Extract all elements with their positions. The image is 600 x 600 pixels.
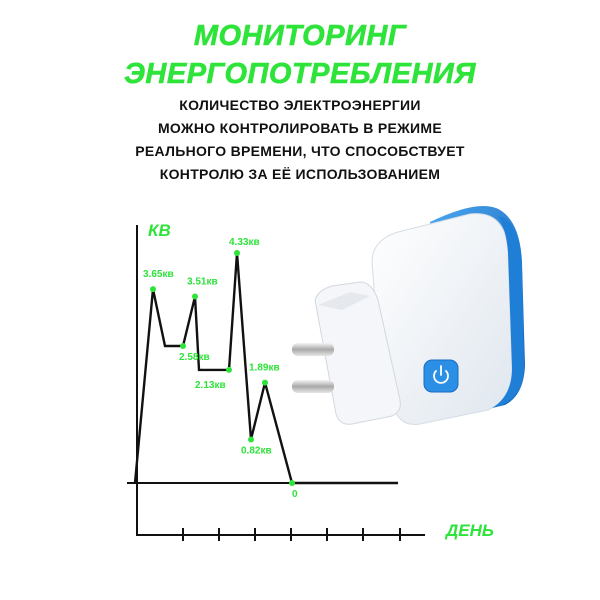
- heading-line-2: ЭНЕРГОПОТРЕБЛЕНИЯ: [124, 58, 476, 90]
- heading-line-1: МОНИТОРИНГ: [193, 20, 407, 52]
- y-axis-label: КВ: [148, 221, 171, 240]
- data-point: [234, 250, 240, 256]
- data-label: 3.51кв: [187, 276, 218, 288]
- data-point: [226, 367, 232, 373]
- data-label: 0.82кв: [241, 445, 272, 457]
- data-label: 3.65кв: [143, 269, 174, 281]
- description-line-4: КОНТРОЛЮ ЗА ЕЁ ИСПОЛЬЗОВАНИЕМ: [159, 166, 441, 182]
- data-point: [262, 380, 268, 386]
- data-point: [192, 294, 198, 300]
- plug-pin-top: [292, 343, 334, 356]
- data-point: [248, 436, 254, 442]
- data-point: [150, 286, 156, 292]
- smart-plug-image: [292, 206, 525, 425]
- data-point: [180, 343, 186, 349]
- power-button: [424, 360, 458, 392]
- data-label: 2.58кв: [179, 351, 210, 363]
- description-line-1: КОЛИЧЕСТВО ЭЛЕКТРОЭНЕРГИИ: [179, 97, 421, 113]
- data-label: 1.89кв: [249, 362, 280, 374]
- data-label: 2.13кв: [195, 379, 226, 391]
- description-line-3: РЕАЛЬНОГО ВРЕМЕНИ, ЧТО СПОСОБСТВУЕТ: [135, 143, 465, 159]
- data-point: [289, 480, 295, 486]
- description-line-2: МОЖНО КОНТРОЛИРОВАТЬ В РЕЖИМЕ: [157, 120, 443, 136]
- data-label: 4.33кв: [229, 237, 260, 248]
- data-label: 0: [292, 489, 298, 500]
- plug-pin-bottom: [292, 380, 334, 393]
- x-axis-label: ДЕНЬ: [446, 521, 494, 540]
